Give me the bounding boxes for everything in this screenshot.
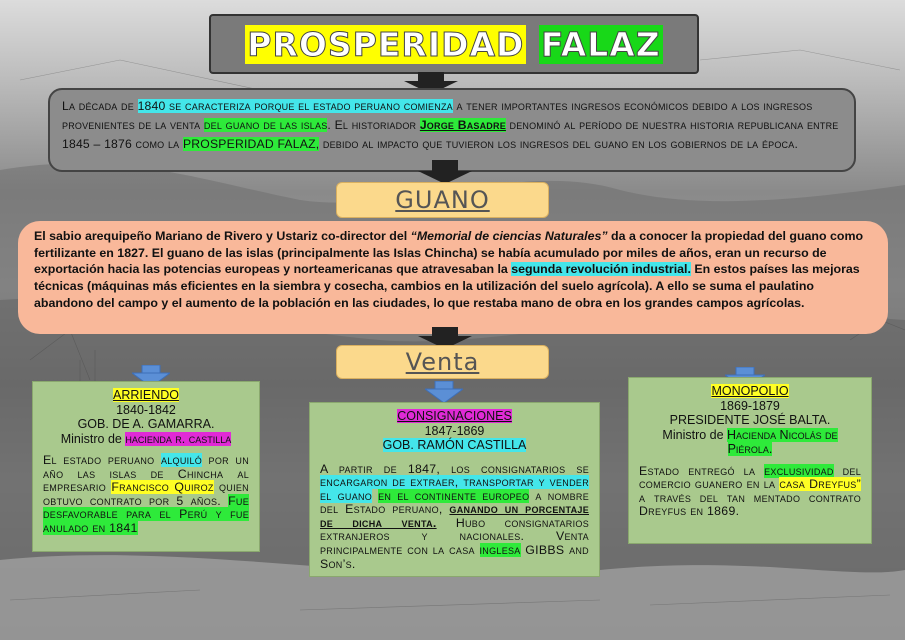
section-header-guano: GUANO <box>336 182 549 218</box>
blue-down-arrow-icon <box>425 381 463 403</box>
guano-highlight-revolucion: segunda revolución industrial. <box>511 262 691 277</box>
intro-highlight-1840: 1840 se caracteriza porque el estado peruano comienza <box>137 99 453 113</box>
card-arriendo-head <box>43 388 249 446</box>
card-monopolio-head <box>639 384 861 457</box>
intro-text: . El historiador <box>327 118 420 132</box>
card-consignaciones <box>309 402 600 577</box>
highlight-extraer: encargaron de extraer, transportar y vender el guano <box>320 475 589 503</box>
page-title <box>245 25 662 64</box>
card-consignaciones-body: A partir de 1847, los consignatarios se encargaron de extraer, transportar y vender el guano en el continente europeo a nombre del Estado peruano, ganando un porcentaje de dicha venta. Hubo consignatarios extranjeros y nacionales. Venta principalmente con la casa inglesa GIBBS and Son’s. <box>320 461 590 571</box>
highlight-dreyfus: casa Dreyfus” <box>779 477 861 492</box>
guano-memorial-title: “Memorial de ciencias Naturales” <box>410 229 608 243</box>
card-arriendo-minister-highlight: hacienda r. castilla <box>125 431 232 446</box>
card-monopolio-minister: Ministro de Hacienda Nicolás de Piérola. <box>662 427 838 456</box>
highlight-desfavorable: Fue desfavorable para el Perú y fue anulado en 1841 <box>43 493 249 535</box>
guano-paragraph <box>18 221 888 334</box>
title-part-prosperidad: PROSPERIDAD <box>247 24 525 64</box>
card-consignaciones-years: 1847-1869 <box>424 423 485 438</box>
card-arriendo <box>32 381 260 552</box>
card-arriendo-years: 1840-1842 <box>116 402 176 417</box>
highlight-inglesa: inglesa <box>479 543 521 558</box>
intro-text: debido al impacto que tuvieron los ingresos del guano en los gobiernos de la época. <box>319 137 799 151</box>
highlight-alquilo: alquiló <box>160 453 203 467</box>
highlight-quiroz: Francisco Quiroz <box>111 480 214 495</box>
card-monopolio-pres: PRESIDENTE JOSÉ BALTA. <box>669 413 831 427</box>
highlight-exclusividad: exclusividad <box>764 463 834 478</box>
title-part-falaz: FALAZ <box>540 24 661 64</box>
card-consignaciones-title: CONSIGNACIONES <box>397 409 512 423</box>
intro-highlight-basadre: Jorge Basadre <box>419 118 506 132</box>
down-arrow-icon <box>418 160 472 184</box>
card-arriendo-gob: GOB. DE A. GAMARRA. <box>77 417 215 431</box>
highlight-continente: en el continente europeo <box>378 488 530 503</box>
card-arriendo-minister: Ministro de hacienda r. castilla <box>60 431 232 446</box>
card-consignaciones-head <box>320 409 589 453</box>
intro-text: a tener importantes ingresos económicos debido a los ingresos provenientes de la venta <box>62 99 813 132</box>
section-header-venta: Venta <box>336 345 549 379</box>
intro-highlight-prosperidad: PROSPERIDAD FALAZ, <box>182 137 320 151</box>
guano-text: En estos países las mejoras técnicas (máquinas más eficientes en la siembra y cosecha, cambios en la utilización del suelo agrícola). A ello se suma el paulatino abandono del campo y el aumento de la población en las ciudades, lo que restaba mano de obra en los grandes campos agrícolas. <box>34 262 860 310</box>
card-monopolio-years: 1869-1879 <box>720 398 780 413</box>
card-monopolio-body: Estado entregó la exclusividad del comercio guanero en la casa Dreyfus” a través del tan mentado contrato Dreyfus en 1869. <box>639 463 861 519</box>
card-monopolio-minister-highlight: Hacienda Nicolás de Piérola. <box>727 427 838 456</box>
card-monopolio <box>628 377 872 544</box>
card-monopolio-title: MONOPOLIO <box>711 384 789 398</box>
title-banner <box>209 14 699 74</box>
intro-text: denominó al período de nuestra historia republicana entre 1845 – 1876 como la <box>62 118 839 151</box>
card-consignaciones-gob: GOB. RAMÓN CASTILLA <box>382 438 527 452</box>
guano-text: da a conocer la propiedad del guano como fertilizante en 1827. El guano de las islas (principalmente las Islas Chincha) se había acumulado por miles de años, eran un recurso de exportación hacia las potencias europeas y norteamericanas que atravesaban la <box>34 229 864 277</box>
guano-text: El sabio arequipeño Mariano de Rivero y Ustariz co-director del <box>34 229 411 243</box>
card-arriendo-title: ARRIENDO <box>113 388 179 402</box>
card-arriendo-body: El estado peruano alquiló por un año las islas de Chincha al empresario Francisco Quiroz quien obtuvo contrato por 5 años. Fue desfavorable para el Perú y fue anulado en 1841 <box>43 453 250 535</box>
intro-text: La década de <box>62 99 138 113</box>
intro-highlight-guano: del guano de las islas <box>203 118 328 132</box>
highlight-porcentaje: ganando un porcentaje de dicha venta. <box>320 502 589 530</box>
